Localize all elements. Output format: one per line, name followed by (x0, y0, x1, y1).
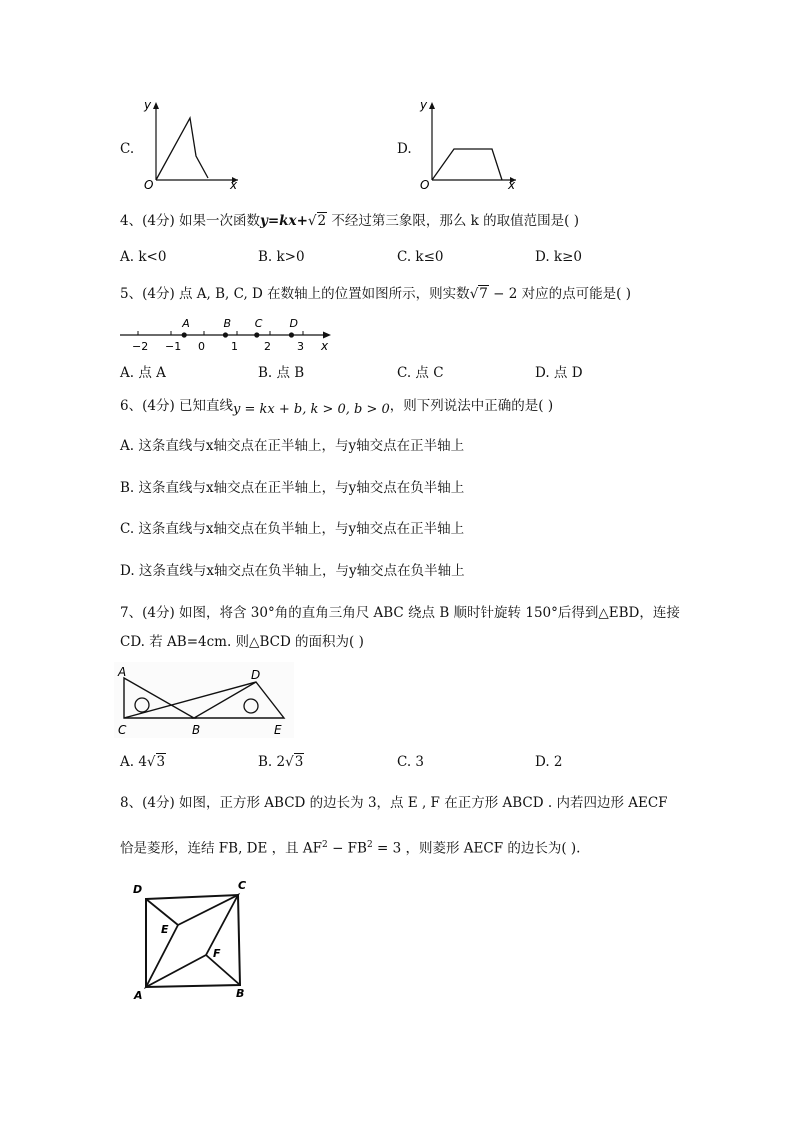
q3-graph-c (138, 96, 248, 192)
q4-option-d[interactable]: D. k≥0 (535, 249, 583, 265)
x-label: x (230, 178, 238, 192)
number-line-tick-label: 3 (297, 340, 304, 353)
q4-function: y=kx+ (260, 213, 308, 229)
label-f: F (213, 947, 221, 960)
label-e: E (274, 723, 282, 737)
q5-number-line (118, 312, 338, 354)
label-b: B (192, 723, 201, 737)
number-line-tick-label: 0 (198, 340, 205, 353)
graph-line (432, 149, 502, 180)
q7-option-c[interactable]: C. 3 (397, 754, 425, 770)
number-line-point-b (223, 332, 228, 337)
q3-option-c-label: C. (120, 141, 135, 157)
q4-option-b[interactable]: B. k>0 (258, 249, 305, 265)
number-line-point-a (182, 332, 187, 337)
number-line-point-label: C (254, 317, 263, 330)
number-line-tick-label: 1 (231, 340, 238, 353)
number-line-tick-label: −2 (132, 340, 149, 353)
origin-label: O (144, 178, 154, 192)
label-b: B (236, 987, 245, 1000)
number-line-tick-label: −1 (165, 340, 182, 353)
segment-fb (206, 955, 240, 985)
q5-option-c[interactable]: C. 点 C (397, 365, 444, 381)
figure-background (114, 662, 294, 738)
sqrt-icon: √ (469, 286, 479, 302)
q3-graph-d (416, 96, 526, 192)
sqrt-icon: √ (146, 754, 156, 770)
q7-option-d[interactable]: D. 2 (535, 754, 563, 770)
number-line-x-label: x (321, 339, 329, 353)
q4-sqrt-arg: 2 (317, 213, 327, 229)
q6-option-c[interactable]: C. 这条直线与x轴交点在负半轴上，与y轴交点在正半轴上 (120, 521, 465, 537)
q4-option-c[interactable]: C. k≤0 (397, 249, 444, 265)
q5-after-sqrt: − 2 (488, 286, 522, 302)
number-line-point-label: A (182, 317, 190, 330)
rhombus-aecf (146, 895, 238, 987)
number-line-point-d (289, 332, 294, 337)
number-line-tick-label: 2 (264, 340, 271, 353)
q4-suffix: 不经过第三象限，那么 k 的取值范围是( ) (327, 213, 579, 229)
y-label: y (144, 98, 152, 112)
sqrt-icon: √ (307, 213, 317, 229)
label-d: D (133, 883, 143, 896)
q7-stem-line1: 7、(4分) 如图，将含 30°角的直角三角尺 ABC 绕点 B 顺时针旋转 150°后得到△EBD，连接 (120, 605, 680, 621)
q5-option-a[interactable]: A. 点 A (120, 365, 166, 381)
q7-option-a[interactable]: A. 4√3 (120, 754, 166, 770)
graph-line (156, 118, 208, 180)
q4-stem (120, 212, 579, 230)
q8-stem-line2: 恰是菱形，连结 FB, DE ，且 $AF^2 - FB^2 = 3$ ，则菱形 AECF 的边长为( ). (120, 840, 581, 857)
q5-option-d[interactable]: D. 点 D (535, 365, 583, 381)
origin-label: O (420, 178, 430, 192)
q7-option-b[interactable]: B. 2√3 (258, 754, 304, 770)
q7-figure (114, 662, 294, 738)
number-line-point-label: B (223, 317, 231, 330)
q6-option-a[interactable]: A. 这条直线与x轴交点在正半轴上，与y轴交点在正半轴上 (120, 438, 465, 454)
q8-figure (128, 875, 258, 1003)
label-a: A (134, 989, 143, 1002)
q5-prefix: 5、(4分) 点 A, B, C, D 在数轴上的位置如图所示，则实数 (120, 286, 470, 302)
sqrt-icon: √ (285, 754, 294, 770)
q6-prefix: 6、(4分) 已知直线 (120, 398, 234, 414)
label-c: C (118, 723, 127, 737)
label-c: C (238, 879, 247, 892)
q3-option-d-label: D. (397, 141, 412, 157)
x-label: x (508, 178, 516, 192)
number-line-point-label: D (289, 317, 298, 330)
q5-sqrt-arg: 7 (479, 286, 488, 302)
q4-option-a[interactable]: A. k<0 (120, 249, 167, 265)
label-e: E (161, 923, 169, 936)
q6-suffix: ，则下列说法中正确的是( ) (389, 398, 554, 414)
q7-stem-line2: CD. 若 AB=4cm. 则△BCD 的面积为( ) (120, 634, 364, 650)
q5-stem (120, 285, 631, 303)
q5-option-b[interactable]: B. 点 B (258, 365, 305, 381)
number-line-point-c (254, 332, 259, 337)
q6-condition: y = kx + b, k > 0, b > 0 (233, 402, 390, 417)
q8-stem-line1: 8、(4分) 如图，正方形 ABCD 的边长为 3，点 E , F 在正方形 ABCD . 内若四边形 AECF (120, 795, 668, 811)
label-a: A (118, 665, 127, 679)
q4-prefix: 4、(4分) 如果一次函数 (120, 213, 261, 229)
label-d: D (251, 668, 261, 682)
segment-de (146, 899, 178, 925)
q6-option-b[interactable]: B. 这条直线与x轴交点在正半轴上，与y轴交点在负半轴上 (120, 480, 465, 496)
q6-stem (120, 397, 553, 416)
y-label: y (420, 98, 428, 112)
q6-option-d[interactable]: D. 这条直线与x轴交点在负半轴上，与y轴交点在负半轴上 (120, 563, 465, 579)
q5-suffix: 对应的点可能是( ) (521, 286, 631, 302)
